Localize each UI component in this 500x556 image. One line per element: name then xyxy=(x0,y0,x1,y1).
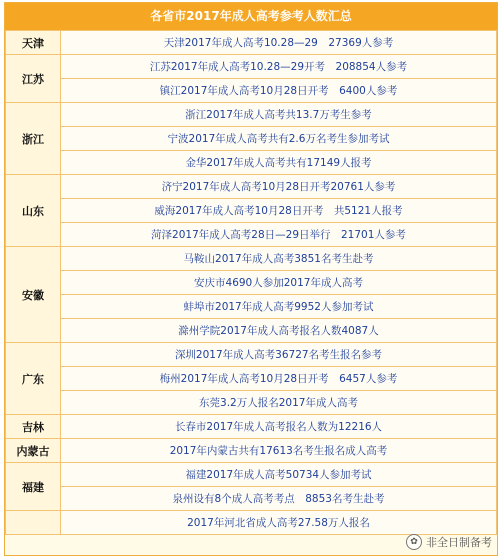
province-cell: 内蒙古 xyxy=(6,439,61,463)
entry-cell: 菏泽2017年成人高考28日—29日举行 21701人参考 xyxy=(61,223,497,247)
province-cell: 山东 xyxy=(6,175,61,247)
entry-cell: 长春市2017年成人高考报名人数为12216人 xyxy=(61,415,497,439)
entry-cell: 福建2017年成人高考50734人参加考试 xyxy=(61,463,497,487)
table-row xyxy=(6,151,497,175)
table-row xyxy=(6,175,497,199)
table-row xyxy=(6,343,497,367)
watermark xyxy=(406,534,492,550)
entry-cell: 宁波2017年成人高考共有2.6万名考生参加考试 xyxy=(61,127,497,151)
wechat-icon: ✿ xyxy=(406,534,422,550)
table-row xyxy=(6,31,497,55)
table-row xyxy=(6,487,497,511)
table-row xyxy=(6,295,497,319)
table-row xyxy=(6,103,497,127)
summary-sheet xyxy=(4,2,498,556)
summary-table xyxy=(5,30,497,535)
province-cell xyxy=(6,511,61,535)
entry-cell: 浙江2017年成人高考共13.7万考生参考 xyxy=(61,103,497,127)
entry-cell: 滁州学院2017年成人高考报名人数4087人 xyxy=(61,319,497,343)
entry-cell: 深圳2017年成人高考36727名考生报名参考 xyxy=(61,343,497,367)
watermark-text: 非全日制备考 xyxy=(426,536,492,549)
table-row xyxy=(6,271,497,295)
entry-cell: 东莞3.2万人报名2017年成人高考 xyxy=(61,391,497,415)
sheet-title: 各省市2017年成人高考参考人数汇总 xyxy=(5,3,497,30)
table-row xyxy=(6,511,497,535)
province-cell: 江苏 xyxy=(6,55,61,103)
table-row xyxy=(6,319,497,343)
table-row xyxy=(6,247,497,271)
table-row xyxy=(6,199,497,223)
entry-cell: 梅州2017年成人高考10月28日开考 6457人参考 xyxy=(61,367,497,391)
province-cell: 吉林 xyxy=(6,415,61,439)
entry-cell: 马鞍山2017年成人高考3851名考生赴考 xyxy=(61,247,497,271)
entry-cell: 镇江2017年成人高考10月28日开考 6400人参考 xyxy=(61,79,497,103)
table-row xyxy=(6,439,497,463)
province-cell: 天津 xyxy=(6,31,61,55)
entry-cell: 蚌埠市2017年成人高考9952人参加考试 xyxy=(61,295,497,319)
entry-cell: 天津2017年成人高考10.28—29 27369人参考 xyxy=(61,31,497,55)
table-row xyxy=(6,127,497,151)
province-cell: 浙江 xyxy=(6,103,61,175)
table-row xyxy=(6,391,497,415)
table-row xyxy=(6,223,497,247)
province-cell: 广东 xyxy=(6,343,61,415)
entry-cell: 2017年河北省成人高考27.58万人报名 xyxy=(61,511,497,535)
entry-cell: 金华2017年成人高考共有17149人报考 xyxy=(61,151,497,175)
province-cell: 福建 xyxy=(6,463,61,511)
entry-cell: 2017年内蒙古共有17613名考生报名成人高考 xyxy=(61,439,497,463)
table-row xyxy=(6,55,497,79)
entry-cell: 济宁2017年成人高考10月28日开考20761人参考 xyxy=(61,175,497,199)
table-row xyxy=(6,367,497,391)
entry-cell: 江苏2017年成人高考10.28—29开考 208854人参考 xyxy=(61,55,497,79)
table-row xyxy=(6,415,497,439)
province-cell: 安徽 xyxy=(6,247,61,343)
table-row xyxy=(6,79,497,103)
entry-cell: 安庆市4690人参加2017年成人高考 xyxy=(61,271,497,295)
table-row xyxy=(6,463,497,487)
entry-cell: 威海2017年成人高考10月28日开考 共5121人报考 xyxy=(61,199,497,223)
entry-cell: 泉州设有8个成人高考考点 8853名考生赴考 xyxy=(61,487,497,511)
